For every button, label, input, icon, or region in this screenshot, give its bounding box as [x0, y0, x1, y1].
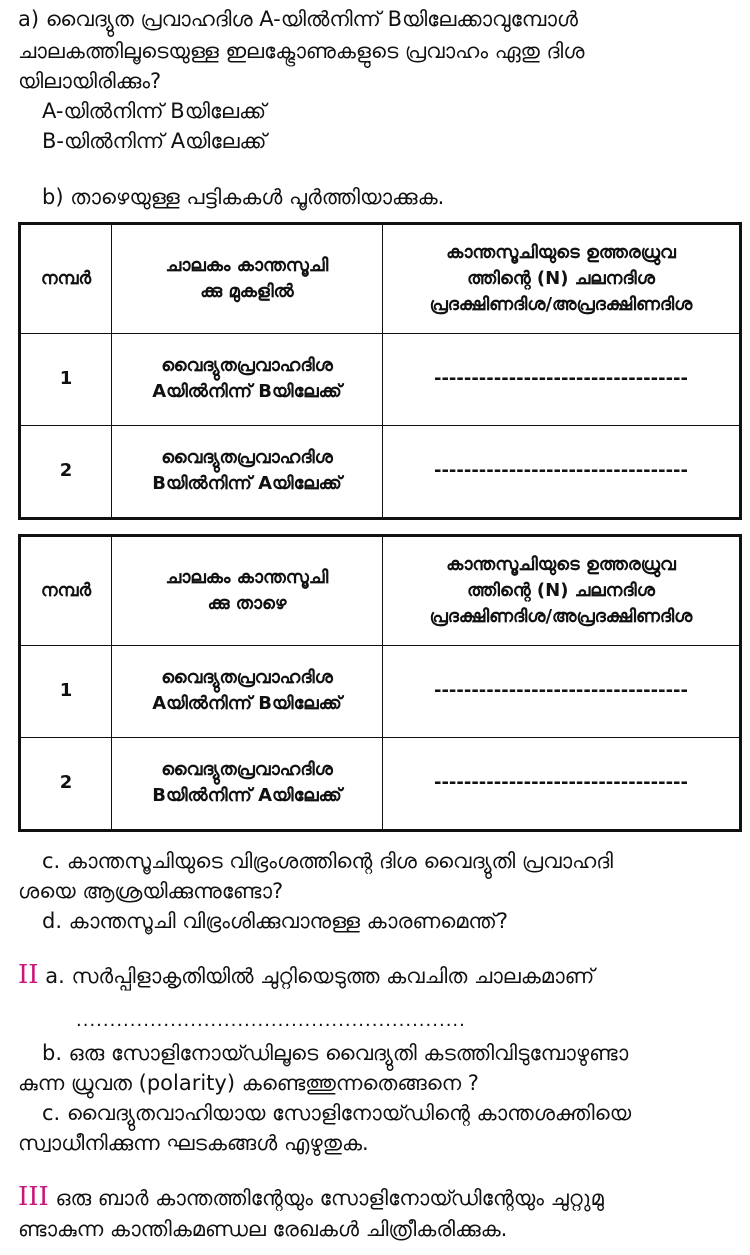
table-header-row — [20, 224, 741, 334]
table-row — [20, 737, 741, 830]
question-c-line1: c. കാന്തസൂചിയുടെ വിഭ്രംശത്തിന്റെ ദിശ വൈദ്യുതി പ്രവാഹദി — [42, 849, 613, 873]
question-a-line1: a) വൈദ്യുത പ്രവാഹദിശ A-യിൽനിന്ന് Bയിലേക്കാവുമ്പോൾ — [18, 7, 578, 31]
answer-blank-line[interactable]: .......................................................... — [76, 1010, 466, 1031]
question-d: d. കാന്തസൂചി വിഭ്രംശിക്കുവാനുള്ള കാരണമെന്ത്? — [42, 909, 509, 933]
row-current-direction: വൈദ്യുതപ്രവാഹദിശ Aയിൽനിന്ന് Bയിലേക്ക് — [152, 667, 342, 715]
answer-blank[interactable]: ---------------------------------- — [383, 334, 741, 426]
option-2: B-യിൽനിന്ന് Aയിലേക്ക് — [42, 129, 267, 153]
option-1: A-യിൽനിന്ന് Bയിലേക്ക് — [42, 99, 267, 123]
table-row — [20, 646, 741, 738]
answer-blank[interactable]: ---------------------------------- — [383, 646, 741, 738]
section-2-numeral: II — [18, 960, 39, 990]
header-number: നമ്പർ — [20, 536, 112, 646]
row-number: 1 — [20, 646, 112, 738]
table-below — [18, 534, 742, 832]
row-number: 2 — [20, 425, 112, 518]
question-a-line3: യിലായിരിക്കും? — [18, 69, 162, 93]
header-conductor: ചാലകം കാന്തസൂചി ക്കു മുകളിൽ — [112, 224, 383, 334]
section-2-c-line1: c. വൈദ്യുതവാഹിയായ സോളിനോയ്ഡിന്റെ കാന്തശക്തിയെ — [42, 1101, 632, 1125]
section-3-line1: ഒരു ബാർ കാന്തത്തിന്റേയും സോളിനോയ്ഡിന്റേയും ചുറ്റുമു — [55, 1186, 604, 1210]
question-a-line2: ചാലകത്തിലൂടെയുള്ള ഇലക്ട്രോണുകളുടെ പ്രവാഹം ഏതു ദിശ — [18, 39, 585, 63]
row-number: 1 — [20, 334, 112, 426]
section-3-line1-wrap — [18, 1182, 604, 1213]
table-row — [20, 425, 741, 518]
header-direction: കാന്തസൂചിയുടെ ഉത്തരധ്രുവ ത്തിന്റെ (N) ചലനദിശ പ്രദക്ഷിണദിശ/അപ്രദക്ഷിണദിശ — [383, 536, 741, 646]
section-2-c-line2: സ്വാധീനിക്കുന്ന ഘടകങ്ങൾ എഴുതുക. — [18, 1131, 369, 1155]
table-row — [20, 334, 741, 426]
instruction-b: b) താഴെയുള്ള പട്ടികകൾ പൂർത്തിയാക്കുക. — [42, 185, 445, 209]
section-2-b-line2: കുന്ന ധ്രുവത (polarity) കണ്ടെത്തുന്നതെങ്ങനെ ? — [18, 1071, 479, 1095]
section-3-numeral: III — [18, 1182, 49, 1212]
row-current-direction: വൈദ്യുതപ്രവാഹദിശ Bയിൽനിന്ന് Aയിലേക്ക് — [152, 447, 342, 495]
table-above — [18, 222, 742, 520]
row-current-direction: വൈദ്യുതപ്രവാഹദിശ Aയിൽനിന്ന് Bയിലേക്ക് — [152, 355, 342, 403]
answer-blank[interactable]: ---------------------------------- — [383, 425, 741, 518]
answer-blank[interactable]: ---------------------------------- — [383, 737, 741, 830]
question-c-line2: ശയെ ആശ്രയിക്കുന്നുണ്ടോ? — [18, 879, 284, 903]
section-2-a-text: a. സർപ്പിളാകൃതിയിൽ ചുറ്റിയെടുത്ത കവചിത ചാലകമാണ് — [45, 964, 595, 988]
section-2-b-line1: b. ഒരു സോളിനോയ്ഡിലൂടെ വൈദ്യുതി കടത്തിവിടുമ്പോഴുണ്ടാ — [42, 1041, 629, 1065]
section-3-line2: ണ്ടാകുന്ന കാന്തികമണ്ഡല രേഖകൾ ചിത്രീകരിക്കുക. — [18, 1217, 508, 1241]
header-number: നമ്പർ — [20, 224, 112, 334]
row-current-direction: വൈദ്യുതപ്രവാഹദിശ Bയിൽനിന്ന് Aയിലേക്ക് — [152, 759, 342, 807]
table-header-row — [20, 536, 741, 646]
header-direction: കാന്തസൂചിയുടെ ഉത്തരധ്രുവ ത്തിന്റെ (N) ചലനദിശ പ്രദക്ഷിണദിശ/അപ്രദക്ഷിണദിശ — [383, 224, 741, 334]
row-number: 2 — [20, 737, 112, 830]
section-2-a — [18, 960, 594, 991]
header-conductor: ചാലകം കാന്തസൂചി ക്കു താഴെ — [112, 536, 383, 646]
